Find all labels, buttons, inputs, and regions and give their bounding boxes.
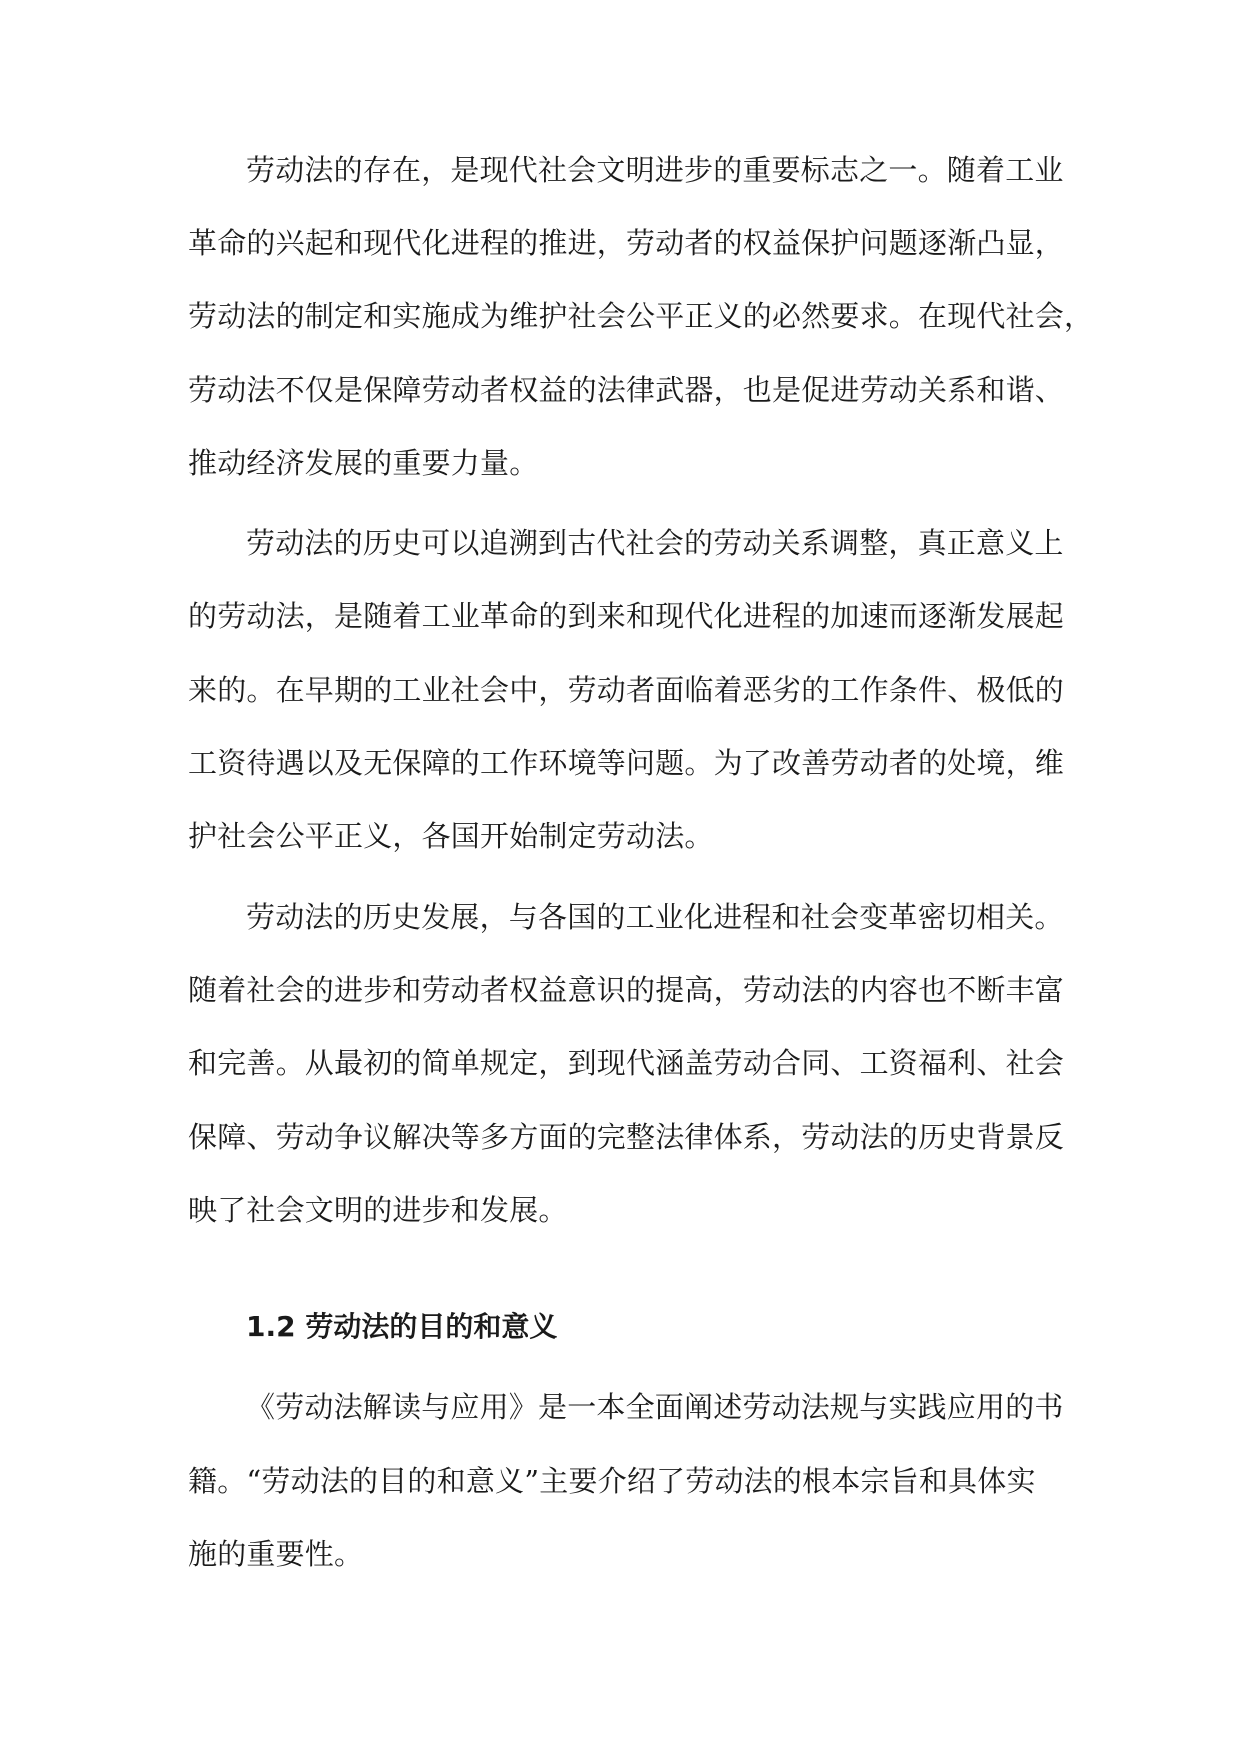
section-paragraph-line-1: 《劳动法解读与应用》是一本全面阐述劳动法规与实践应用的书	[246, 1390, 1064, 1424]
paragraph-1-line-2: 革命的兴起和现代化进程的推进，劳动者的权益保护问题逐渐凸显，	[188, 226, 1065, 260]
section-paragraph-line-2: 籍。“劳动法的目的和意义”主要介绍了劳动法的根本宗旨和具体实	[188, 1464, 1036, 1498]
paragraph-3-line-4: 保障、劳动争议解决等多方面的完整法律体系，劳动法的历史背景反	[188, 1120, 1065, 1154]
paragraph-3-line-2: 随着社会的进步和劳动者权益意识的提高，劳动法的内容也不断丰富	[188, 973, 1065, 1007]
paragraph-1-line-3: 劳动法的制定和实施成为维护社会公平正义的必然要求。在现代社会，	[188, 299, 1094, 333]
section-heading: 1.2 劳动法的目的和意义	[246, 1310, 558, 1343]
section-paragraph-line-3: 施的重要性。	[188, 1537, 364, 1571]
paragraph-2-line-4: 工资待遇以及无保障的工作环境等问题。为了改善劳动者的处境，维	[188, 746, 1065, 780]
paragraph-2-line-2: 的劳动法，是随着工业革命的到来和现代化进程的加速而逐渐发展起	[188, 599, 1065, 633]
paragraph-3-line-5: 映了社会文明的进步和发展。	[188, 1193, 568, 1227]
paragraph-3-line-1: 劳动法的历史发展，与各国的工业化进程和社会变革密切相关。	[246, 900, 1064, 934]
paragraph-2-line-3: 来的。在早期的工业社会中，劳动者面临着恶劣的工作条件、极低的	[188, 673, 1065, 707]
paragraph-2-line-5: 护社会公平正义，各国开始制定劳动法。	[188, 819, 714, 853]
paragraph-1-line-4: 劳动法不仅是保障劳动者权益的法律武器，也是促进劳动关系和谐、	[188, 373, 1065, 407]
paragraph-1-line-1: 劳动法的存在，是现代社会文明进步的重要标志之一。随着工业	[246, 153, 1064, 187]
paragraph-3-line-3: 和完善。从最初的简单规定，到现代涵盖劳动合同、工资福利、社会	[188, 1046, 1065, 1080]
paragraph-1-line-5: 推动经济发展的重要力量。	[188, 446, 539, 480]
paragraph-2-line-1: 劳动法的历史可以追溯到古代社会的劳动关系调整，真正意义上	[246, 526, 1064, 560]
